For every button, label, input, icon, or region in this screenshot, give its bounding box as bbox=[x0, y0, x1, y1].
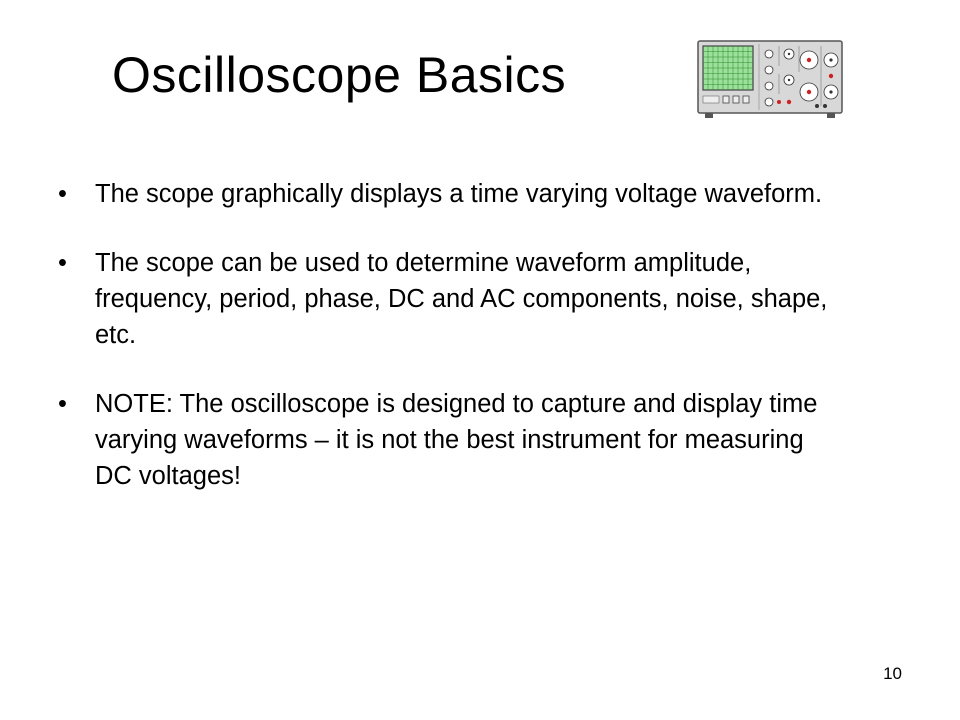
bullet-text: The scope can be used to determine waveform amplitude, frequency, period, phase, DC and AC components, noise, shape, etc. bbox=[95, 249, 828, 349]
bullet-item bbox=[58, 386, 838, 494]
bullet-item bbox=[58, 245, 838, 353]
bullet-marker: • bbox=[58, 180, 67, 208]
bullet-text: The scope graphically displays a time varying voltage waveform. bbox=[95, 180, 823, 208]
slide-title: Oscilloscope Basics bbox=[112, 47, 567, 103]
bullet-marker: • bbox=[58, 249, 67, 277]
oscilloscope-icon bbox=[697, 40, 843, 120]
page-number: 10 bbox=[883, 664, 902, 683]
bullet-item bbox=[58, 176, 838, 212]
bullet-list bbox=[58, 176, 838, 527]
bullet-marker: • bbox=[58, 390, 67, 418]
bullet-text: NOTE: The oscilloscope is designed to capture and display time varying waveforms – it is not the best instrument for measuring DC voltages! bbox=[95, 390, 818, 490]
